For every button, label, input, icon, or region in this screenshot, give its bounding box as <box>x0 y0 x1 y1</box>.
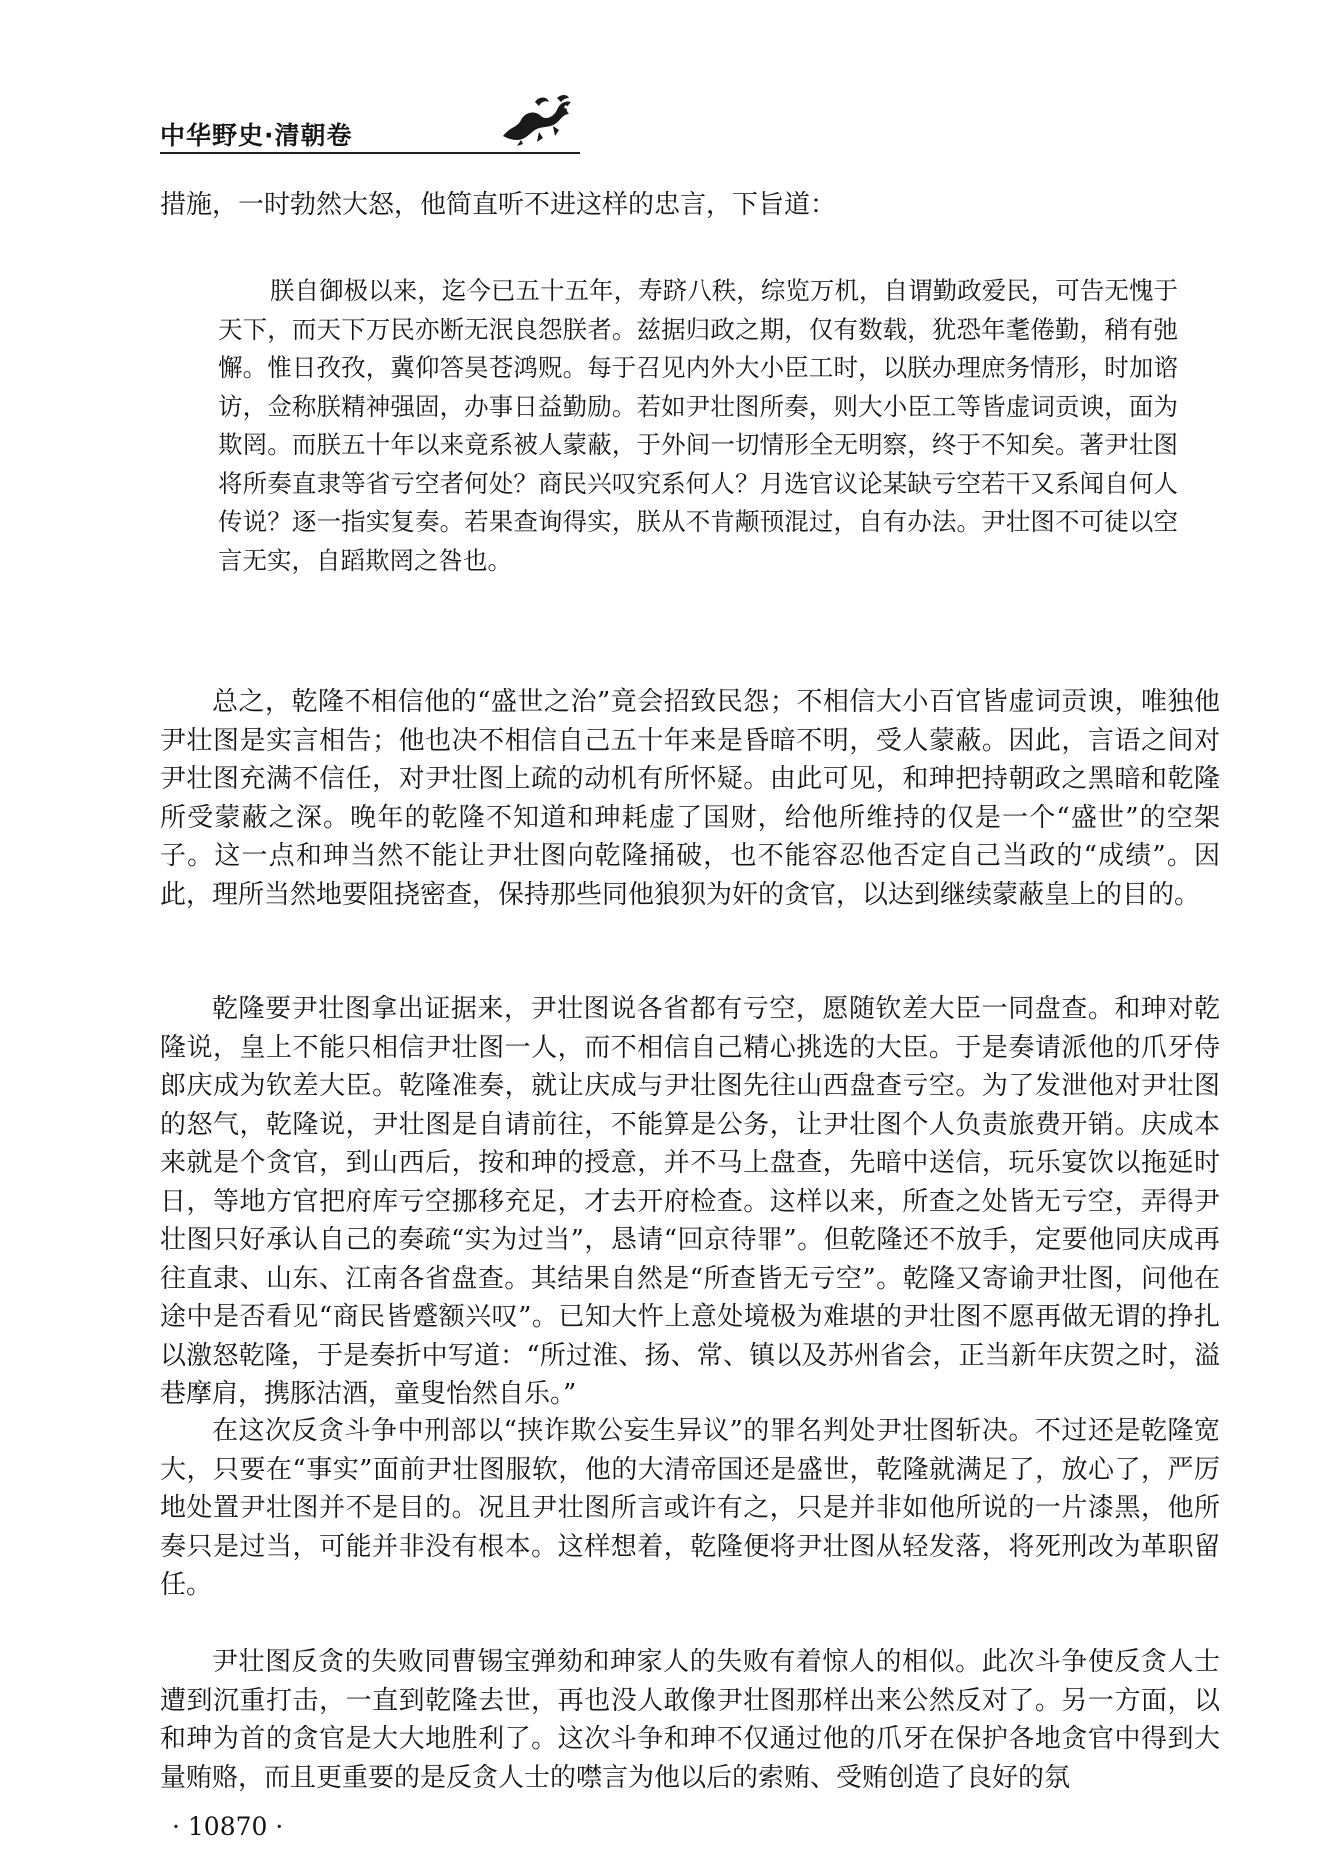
book-title: 中华野史·清朝卷 <box>160 121 353 150</box>
body-paragraph: 乾隆要尹壮图拿出证据来，尹壮图说各省都有亏空，愿随钦差大臣一同盘查。和珅对乾隆说，皇上不能只相信尹壮图一人，而不相信自己精心挑选的大臣。于是奏请派他的爪牙侍郎庆成为钦差大臣。乾隆准奏，就让庆成与尹壮图先往山西盘查亏空。为了发泄他对尹壮图的怒气，乾隆说，尹壮图是自请前往，不能算是公务，让尹壮图个人负责旅费开销。庆成本来就是个贪官，到山西后，按和珅的授意，并不马上盘查，先暗中送信，玩乐宴饮以拖延时日，等地方官把府库亏空挪移充足，才去开府检查。这样以来，所查之处皆无亏空，弄得尹壮图只好承认自己的奏疏“实为过当”，恳请“回京待罪”。但乾隆还不放手，定要他同庆成再往直隶、山东、江南各省盘查。其结果自然是“所查皆无亏空”。乾隆又寄谕尹壮图，问他在途中是否看见“商民皆蹙额兴叹”。已知大忤上意处境极为难堪的尹壮图不愿再做无谓的挣扎以激怒乾隆，于是奏折中写道：“所过淮、扬、常、镇以及苏州省会，正当新年庆贺之时，溢巷摩肩，携豚沽酒，童叟怡然自乐。” <box>160 994 1220 1409</box>
body-paragraph: 尹壮图反贪的失败同曹锡宝弹劾和珅家人的失败有着惊人的相似。此次斗争使反贪人士遭到沉重打击，一直到乾隆去世，再也没人敢像尹壮图那样出来公然反对了。另一方面，以和珅为首的贪官是大大地胜利了。这次斗争和珅不仅通过他的爪牙在保护各地贪官中得到大量贿赂，而且更重要的是反贪人士的噤言为他以后的索贿、受贿创造了良好的氛 <box>160 1647 1220 1793</box>
header-rule <box>160 152 580 154</box>
quoted-edict: 朕自御极以来，迄今已五十五年，寿跻八秩，综览万机，自谓勤政爱民，可告无愧于天下，而天下万民亦断无泯良怨朕者。兹据归政之期，仅有数载，犹恐年耄倦勤，稍有弛懈。惟日孜孜，冀仰答昊苍鸿贶。每于召见内外大小臣工时，以朕办理庶务情形，时加谘访，佥称朕精神强固，办事日益勤励。若如尹壮图所奏，则大小臣工等皆虚词贡谀，面为欺罔。而朕五十年以来竟系被人蒙蔽，于外间一切情形全无明察，终于不知矣。著尹壮图将所奏直隶等省亏空者何处？商民兴叹究系何人？月选官议论某缺亏空若干又系闻自何人传说？逐一指实复奏。若果查询得实，朕从不肯颟顸混过，自有办法。尹壮图不可徒以空言无实，自蹈欺罔之咎也。 <box>218 276 1178 575</box>
intro-line: 措施，一时勃然大怒，他简直听不进这样的忠言，下旨道： <box>160 190 837 220</box>
page-number: · 10870 · <box>172 1812 284 1841</box>
body-paragraph: 总之，乾隆不相信他的“盛世之治”竟会招致民怨；不相信大小百官皆虚词贡谀，唯独他尹壮图是实言相告；他也决不相信自己五十年来是昏暗不明，受人蒙蔽。因此，言语之间对尹壮图充满不信任，对尹壮图上疏的动机有所怀疑。由此可见，和珅把持朝政之黑暗和乾隆所受蒙蔽之深。晚年的乾隆不知道和珅耗虚了国财，给他所维持的仅是一个“盛世”的空架子。这一点和珅当然不能让尹壮图向乾隆捅破，也不能容忍他否定自己当政的“成绩”。因此，理所当然地要阻挠密查，保持那些同他狼狈为奸的贪官，以达到继续蒙蔽皇上的目的。 <box>160 687 1220 910</box>
dragon-ornament-icon <box>495 92 577 148</box>
running-header <box>160 92 580 156</box>
body-paragraph: 在这次反贪斗争中刑部以“挟诈欺公妄生异议”的罪名判处尹壮图斩决。不过还是乾隆宽大，只要在“事实”面前尹壮图服软，他的大清帝国还是盛世，乾隆就满足了，放心了，严厉地处置尹壮图并不是目的。况且尹壮图所言或许有之，只是并非如他所说的一片漆黑，他所奏只是过当，可能并非没有根本。这样想着，乾隆便将尹壮图从轻发落，将死刑改为革职留任。 <box>160 1416 1220 1600</box>
